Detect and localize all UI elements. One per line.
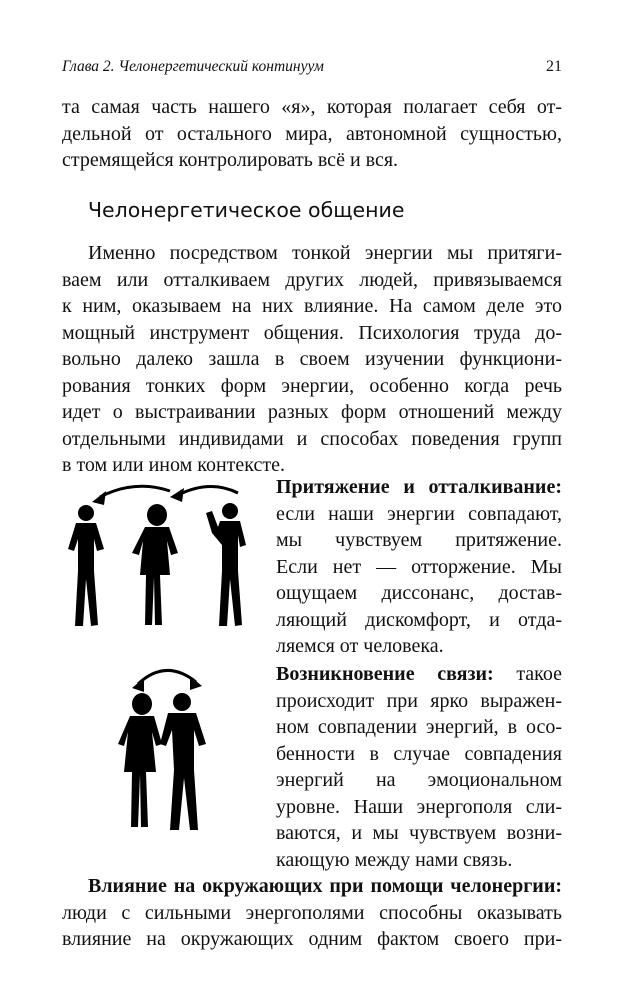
text-line: дельной от остального мира, автономной сущностью,	[62, 122, 562, 145]
side-heading: Влияние на окружающих при помощи челонергии:	[88, 875, 562, 897]
attraction-illustration	[60, 475, 260, 640]
text-line: если наши энергии совпадают,	[276, 502, 562, 525]
text-line: ном совпадении энергий, в осо-	[276, 716, 562, 738]
text-line: та самая часть нашего «я», которая полагает себя от-	[62, 96, 562, 118]
person-silhouette	[132, 504, 178, 625]
side-heading: Возникновение связи:	[276, 663, 494, 685]
text-line: ваются, и мы чувствуем возни-	[276, 822, 562, 844]
text-line: Если нет — отторжение. Мы	[276, 555, 562, 578]
connection-illustration	[106, 662, 231, 837]
side-heading: Притяжение и отталкивание:	[276, 476, 562, 498]
text-line: влияние на окружающих одним фактом своего при-	[62, 928, 562, 950]
text-line: ляющий дискомфорт, и отда-	[276, 608, 562, 631]
attraction-paragraph	[276, 474, 562, 660]
text-line: в том или ином контексте.	[62, 454, 285, 476]
text-line: бенности в случае совпадения	[276, 742, 562, 765]
body-paragraph	[62, 240, 562, 479]
text-line: Возникновение связи: такое	[276, 663, 562, 685]
arrowhead	[92, 491, 106, 505]
text-line: ляемся от человека.	[276, 635, 444, 657]
text-line: отдельными индивидами и способах поведения групп	[62, 427, 562, 450]
text-line: люди с сильными энергополями способны оказывать	[62, 901, 562, 924]
text-line: вольно далеко зашла в своем изучении функциони-	[62, 348, 562, 370]
influence-paragraph	[62, 873, 562, 953]
text-line: рования тонких форм энергии, особенно когда речь	[62, 374, 562, 397]
text-line: стремящейся контролировать всё и вся.	[62, 149, 399, 171]
person-silhouette	[160, 693, 206, 830]
curved-arrow-left	[100, 486, 170, 497]
text-line: к ним, оказываем на них влияние. На самом деле это	[62, 295, 562, 317]
chapter-title: Глава 2. Челонергетический континуум	[62, 58, 324, 75]
arrowhead	[132, 678, 144, 692]
double-arrow	[138, 670, 196, 684]
section-heading: Челонергетическое общение	[88, 198, 405, 222]
text-line: Именно посредством тонкой энергии мы притяги-	[88, 242, 562, 264]
person-silhouette	[68, 505, 104, 626]
text-line: кающую между нами связь.	[276, 848, 513, 871]
connection-paragraph	[276, 661, 562, 873]
page-number: 21	[546, 58, 562, 75]
text-line: уровне. Наши энергополя сли-	[276, 795, 562, 818]
arrowhead	[170, 488, 184, 502]
person-silhouette	[118, 693, 162, 827]
text-line: энергий на эмоциональном	[276, 769, 562, 791]
text-line: мощный инструмент общения. Психология труда до-	[62, 321, 562, 344]
text-line: идет о выстраивании разных форм отношений между	[62, 401, 562, 423]
curved-arrow-right	[178, 486, 238, 495]
text-line: ваем или отталкиваем других людей, привязываемся	[62, 268, 562, 291]
person-silhouette	[206, 503, 246, 626]
text-line: ощущаем диссонанс, достав-	[276, 582, 562, 604]
arrowhead	[190, 676, 202, 690]
text-line: мы чувствуем притяжение.	[276, 529, 562, 551]
text-line: происходит при ярко выражен-	[276, 689, 562, 712]
intro-paragraph	[62, 94, 562, 174]
running-head	[62, 58, 562, 80]
